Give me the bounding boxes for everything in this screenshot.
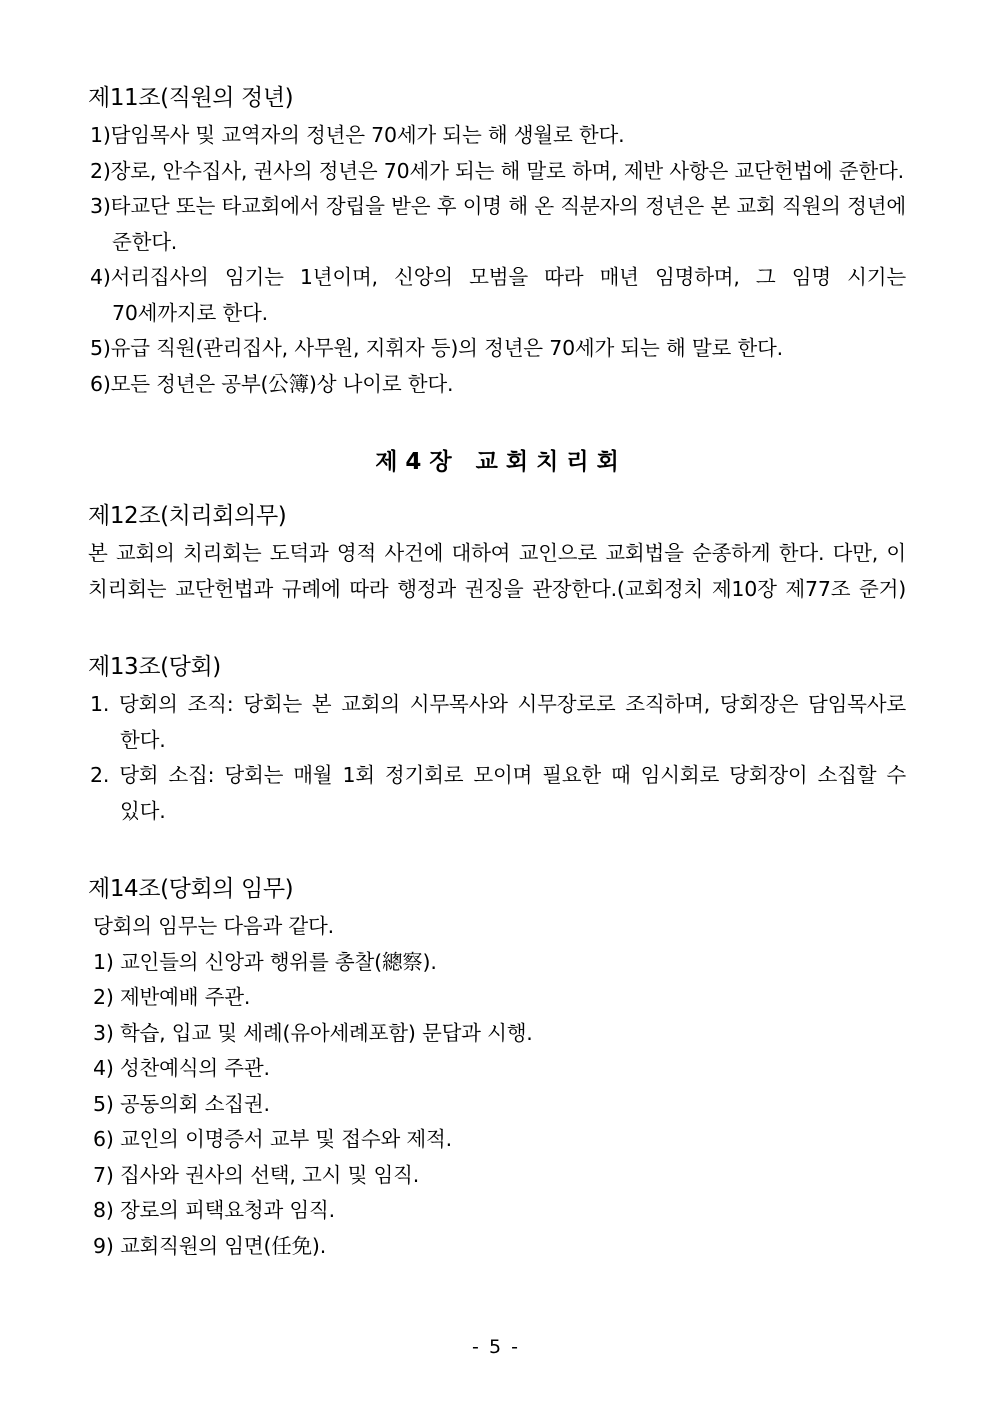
article-14-item-2: 2) 제반예배 주관. [93, 985, 251, 1009]
page-content [88, 78, 906, 1264]
article-14-item-9: 9) 교회직원의 임면(任免). [93, 1233, 327, 1258]
spacer [88, 482, 906, 496]
spacer [88, 402, 906, 442]
article-11-item-4: 4)서리집사의 임기는 1년이며, 신앙의 모범을 따라 매년 임명하며, 그 임명 시기는 70세까지로 한다. [90, 265, 906, 325]
article-14-item-8: 8) 장로의 피택요청과 임직. [93, 1198, 335, 1222]
article-14-item-1: 1) 교인들의 신앙과 행위를 총찰(總察). [93, 949, 437, 974]
article-12-heading: 제12조(치리회의무) [88, 503, 287, 529]
article-12-body: 본 교회의 치리회는 도덕과 영적 사건에 대하여 교인으로 교회법을 순종하게 한다. 다만, 이 치리회는 교단헌법과 규례에 따라 행정과 권징을 관장한다.(교회정치 제10장 제77조 준거) [88, 541, 906, 601]
article-11-item-2: 2)장로, 안수집사, 권사의 정년은 70세가 되는 해 말로 하며, 제반 사항은 교단헌법에 준한다. [90, 158, 904, 183]
article-14-intro: 당회의 임무는 다음과 같다. [93, 914, 334, 938]
article-13-item-1: 1. 당회의 조직: 당회는 본 교회의 시무목사와 시무장로로 조직하며, 당회장은 담임목사로 한다. [90, 692, 906, 752]
article-14-item-6: 6) 교인의 이명증서 교부 및 접수와 제적. [93, 1127, 452, 1151]
article-11-item-3: 3)타교단 또는 타교회에서 장립을 받은 후 이명 해 온 직분자의 정년은 본 교회 직원의 정년에 준한다. [90, 194, 906, 254]
article-11-item-5: 5)유급 직원(관리집사, 사무원, 지휘자 등)의 정년은 70세가 되는 해 말로 한다. [90, 336, 783, 360]
article-11-heading: 제11조(직원의 정년) [88, 85, 294, 111]
article-11-item-6: 6)모든 정년은 공부(公簿)상 나이로 한다. [90, 371, 454, 396]
page-number-footer: - 5 - [472, 1336, 520, 1358]
article-13-heading: 제13조(당회) [88, 654, 221, 680]
article-14-heading: 제14조(당회의 임무) [88, 876, 294, 902]
article-14-item-5: 5) 공동의회 소집권. [93, 1091, 270, 1116]
article-13-item-2: 2. 당회 소집: 당회는 매월 1회 정기회로 모이며 필요한 때 임시회로 당회장이 소집할 수 있다. [90, 763, 906, 823]
spacer [88, 607, 906, 647]
article-14-item-3: 3) 학습, 입교 및 세례(유아세례포함) 문답과 시행. [93, 1020, 533, 1045]
article-14-item-4: 4) 성찬예식의 주관. [93, 1056, 270, 1080]
chapter-4-heading: 제 4 장 교 회 치 리 회 [375, 449, 619, 475]
article-14-item-7: 7) 집사와 권사의 선택, 고시 및 임직. [93, 1162, 420, 1187]
article-11-item-1: 1)담임목사 및 교역자의 정년은 70세가 되는 해 생월로 한다. [90, 123, 625, 147]
spacer [88, 829, 906, 869]
